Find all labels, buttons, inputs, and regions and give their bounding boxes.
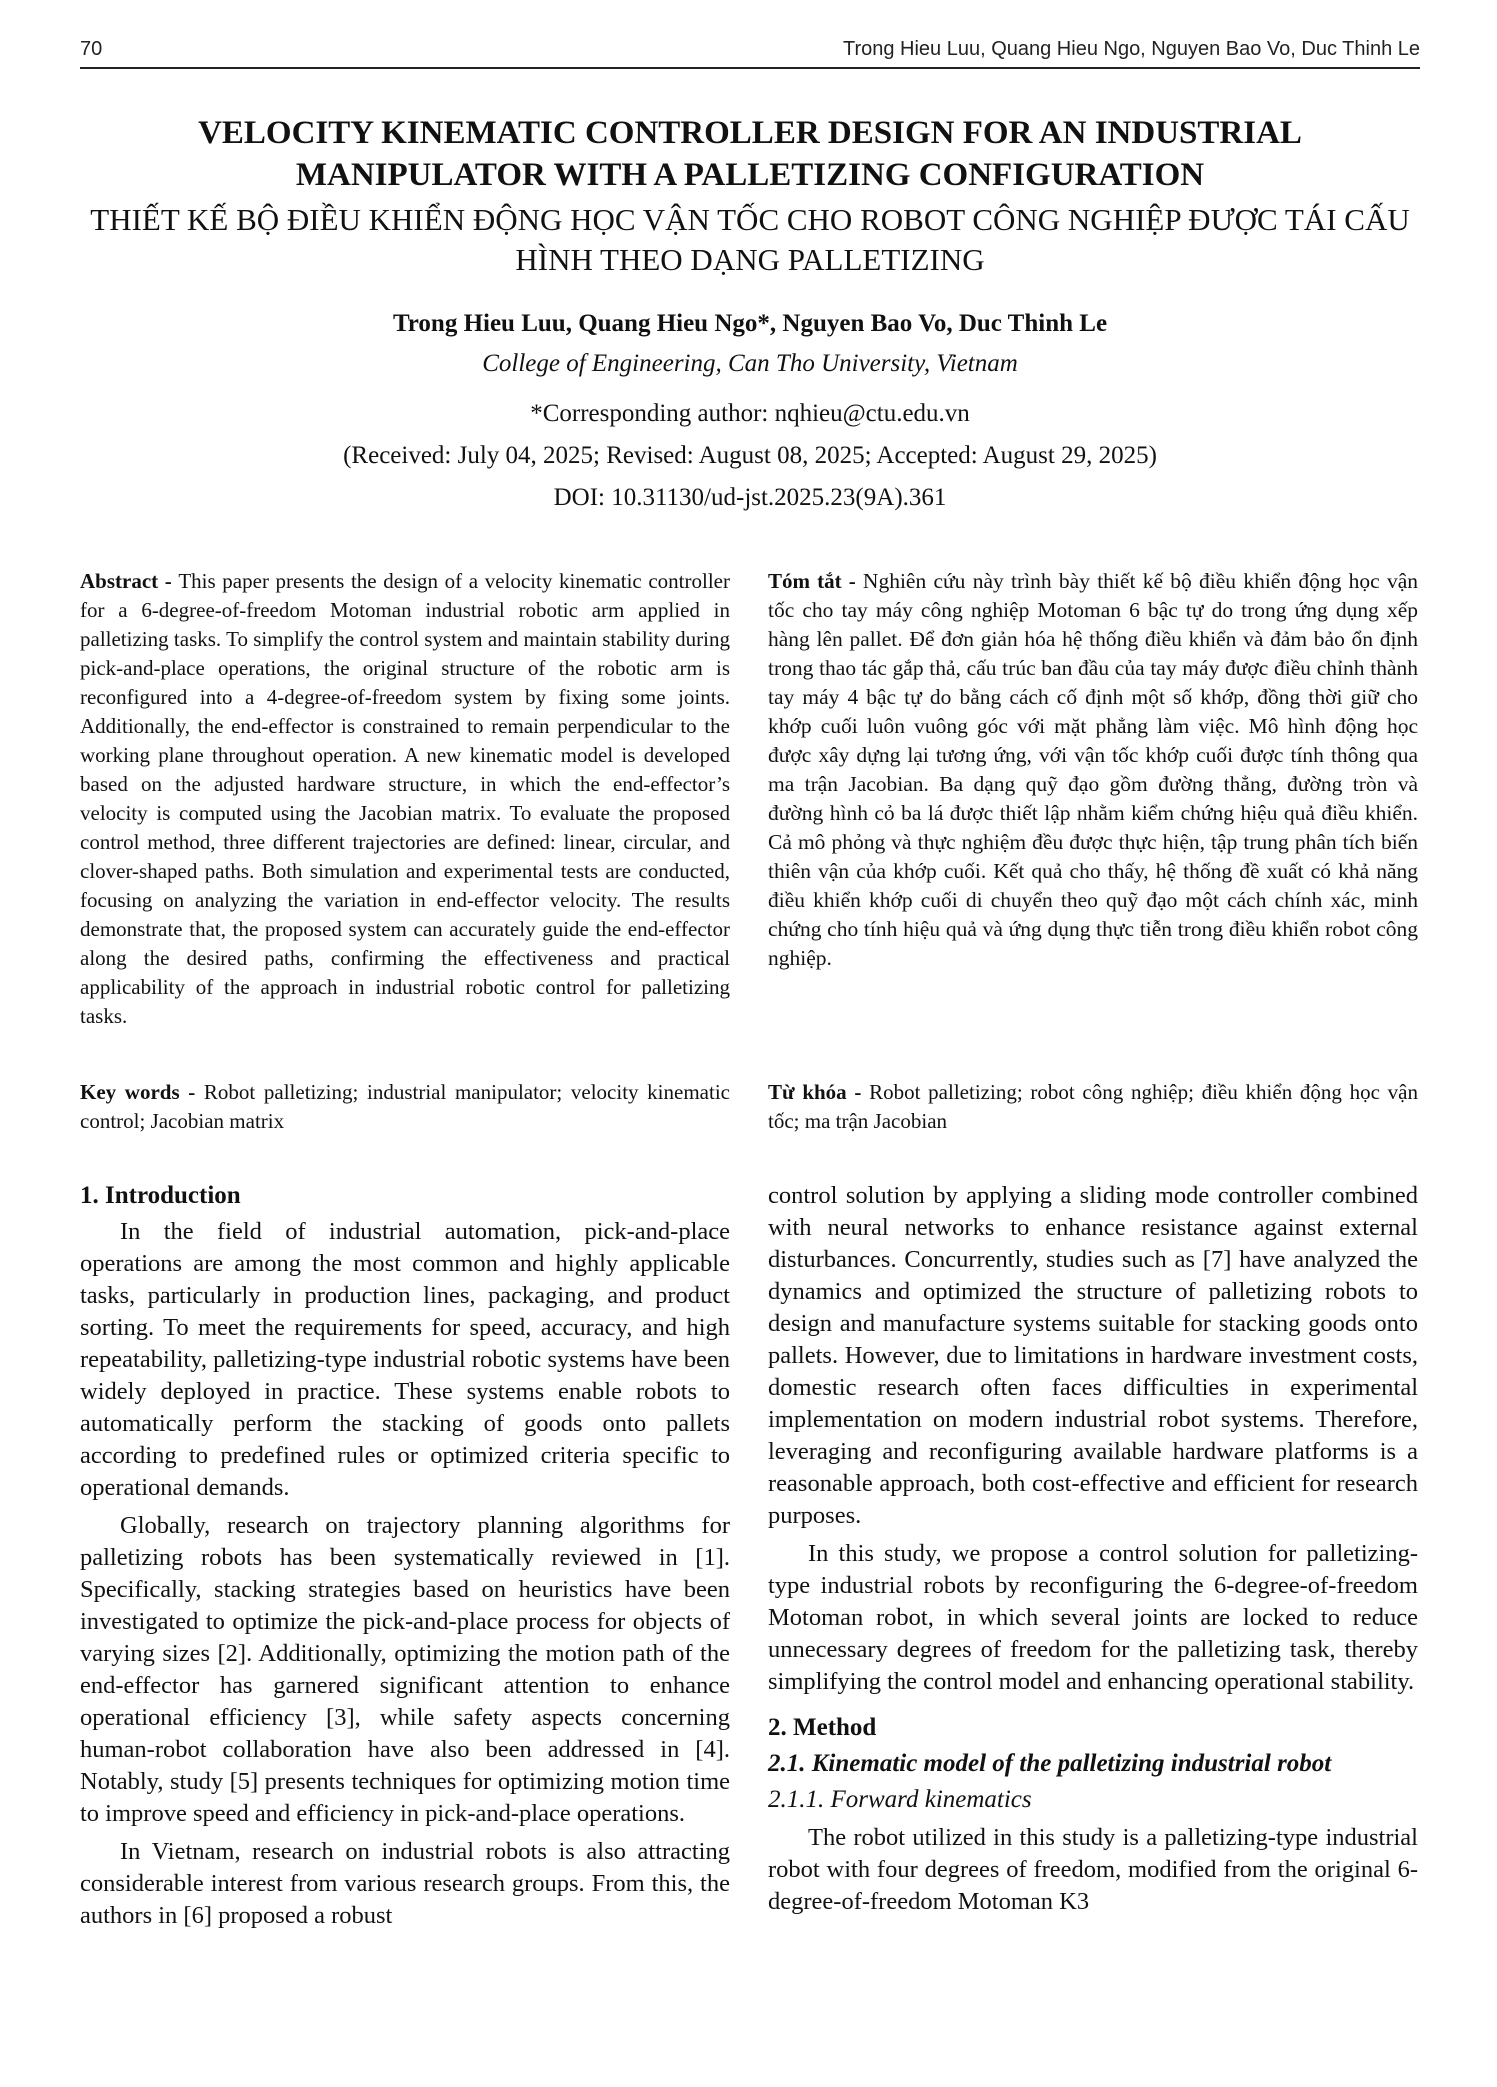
section-heading-method: 2. Method [768,1714,877,1741]
body-left-column [80,1180,730,1938]
running-authors: Trong Hieu Luu, Quang Hieu Ngo, Nguyen Bao Vo, Duc Thinh Le [842,38,1420,60]
title-vietnamese: THIẾT KẾ BỘ ĐIỀU KHIỂN ĐỘNG HỌC VẬN TỐC CHO ROBOT CÔNG NGHIỆP ĐƯỢC TÁI CẤU HÌNH THEO DẠNG PALLETIZING [90,202,1410,277]
subsection-heading-kinematic-model: 2.1. Kinematic model of the palletizing industrial robot [768,1750,1332,1777]
title-block [80,112,1420,514]
doi: DOI: 10.31130/ud-jst.2025.23(9A).361 [553,484,947,511]
author-list: Trong Hieu Luu, Quang Hieu Ngo*, Nguyen Bao Vo, Duc Thinh Le [392,310,1108,337]
title-english: VELOCITY KINEMATIC CONTROLLER DESIGN FOR AN INDUSTRIAL MANIPULATOR WITH A PALLETIZING CONFIGURATION [198,115,1302,193]
paragraph: The robot utilized in this study is a palletizing-type industrial robot with four degrees of freedom, modified from the original 6-degree-of-freedom Motoman K3 [768,1824,1418,1915]
paragraph: In Vietnam, research on industrial robots is also attracting considerable interest from various research groups. From this, the authors in [6] proposed a robust [80,1838,730,1929]
abstract-vi-text: Nghiên cứu này trình bày thiết kế bộ điều khiển động học vận tốc cho tay máy công nghiệp Motoman 6 bậc tự do trong ứng dụng xếp hàng lên pallet. Để đơn giản hóa hệ thống điều khiển và đảm bảo ổn định trong thao tác gắp thả, cấu trúc ban đầu của tay máy được điều chỉnh thành tay máy 4 bậc tự do bằng cách cố định một số khớp, đồng thời giữ cho khớp cuối luôn vuông góc với mặt phẳng làm việc. Mô hình động học được xây dựng lại tương ứng, với vận tốc khớp cuối được tính thông qua ma trận Jacobian. Ba dạng quỹ đạo gồm đường thẳng, đường tròn và đường hình cỏ ba lá được thiết lập nhằm kiểm chứng hiệu quả điều khiển. Cả mô phỏng và thực nghiệm đều được thực hiện, tập trung phân tích biến thiên vận của khớp cuối. Kết quả cho thấy, hệ thống đề xuất có khả năng điều khiển khớp cuối di chuyển theo quỹ đạo một cách chính xác, minh chứng cho tính hiệu quả và ứng dụng thực tiễn trong điều khiển robot công nghiệp. [768,569,1418,970]
keywords-label: Key words - [80,1080,204,1104]
keywords-vi-label: Từ khóa - [768,1080,870,1104]
paragraph: In this study, we propose a control solution for palletizing-type industrial robots by reconfiguring the 6-degree-of-freedom Motoman robot, in which several joints are locked to reduce unnecessary degrees of freedom for the palletizing task, thereby simplifying the control model and enhancing operational stability. [768,1540,1418,1695]
page-number: 70 [80,38,103,60]
abstract-vi-label: Tóm tắt - [768,569,863,593]
abstract-label: Abstract - [80,569,179,593]
keywords-vi-text: Robot palletizing; robot công nghiệp; điều khiển động học vận tốc; ma trận Jacobian [768,1080,1418,1133]
affiliation: College of Engineering, Can Tho University, Vietnam [482,350,1018,377]
keywords-vietnamese [768,1078,1418,1136]
abstract-vietnamese [768,567,1418,973]
body-right-column [768,1180,1418,1924]
subsubsection-heading-forward-kinematics: 2.1.1. Forward kinematics [768,1786,1032,1813]
abstract-english [80,567,730,1031]
section-heading-introduction: 1. Introduction [80,1182,241,1209]
header-rule [80,67,1420,69]
submission-dates: (Received: July 04, 2025; Revised: August 08, 2025; Accepted: August 29, 2025) [343,442,1157,469]
abstract-text: This paper presents the design of a velocity kinematic controller for a 6-degree-of-freedom Motoman industrial robotic arm applied in palletizing tasks. To simplify the control system and maintain stability during pick-and-place operations, the original structure of the robotic arm is reconfigured into a 4-degree-of-freedom system by fixing some joints. Additionally, the end-effector is constrained to remain perpendicular to the working plane throughout operation. A new kinematic model is developed based on the adjusted hardware structure, in which the end-effector’s velocity is computed using the Jacobian matrix. To evaluate the proposed control method, three different trajectories are defined: linear, circular, and clover-shaped paths. Both simulation and experimental tests are conducted, focusing on analyzing the variation in end-effector velocity. The results demonstrate that, the proposed system can accurately guide the end-effector along the desired paths, confirming the effectiveness and practical applicability of the approach in industrial robotic control for palletizing tasks. [80,569,730,1028]
running-header [80,38,1420,66]
corresponding-author: *Corresponding author: nqhieu@ctu.edu.vn [530,400,970,427]
paragraph: In the field of industrial automation, pick-and-place operations are among the most common and highly applicable tasks, particularly in production lines, packaging, and product sorting. To meet the requirements for speed, accuracy, and high repeatability, palletizing-type industrial robotic systems have been widely deployed in practice. These systems enable robots to automatically perform the stacking of goods onto pallets according to predefined rules or optimized criteria specific to operational demands. [80,1218,730,1501]
keywords-english [80,1078,730,1136]
keywords-text: Robot palletizing; industrial manipulator; velocity kinematic control; Jacobian matrix [80,1080,730,1133]
paragraph: control solution by applying a sliding mode controller combined with neural networks to enhance resistance against external disturbances. Concurrently, studies such as [7] have analyzed the dynamics and optimized the structure of palletizing robots to design and manufacture systems suitable for stacking goods onto pallets. However, due to limitations in hardware investment costs, domestic research often faces difficulties in experimental implementation on modern industrial robot systems. Therefore, leveraging and reconfiguring available hardware platforms is a reasonable approach, both cost-effective and efficient for research purposes. [768,1182,1418,1529]
paragraph: Globally, research on trajectory planning algorithms for palletizing robots has been systematically reviewed in [1]. Specifically, stacking strategies based on heuristics have been investigated to optimize the pick-and-place process for objects of varying sizes [2]. Additionally, optimizing the motion path of the end-effector has garnered significant attention to enhance operational efficiency [3], while safety aspects concerning human-robot collaboration have also been addressed in [4]. Notably, study [5] presents techniques for optimizing motion time to improve speed and efficiency in pick-and-place operations. [80,1512,730,1827]
